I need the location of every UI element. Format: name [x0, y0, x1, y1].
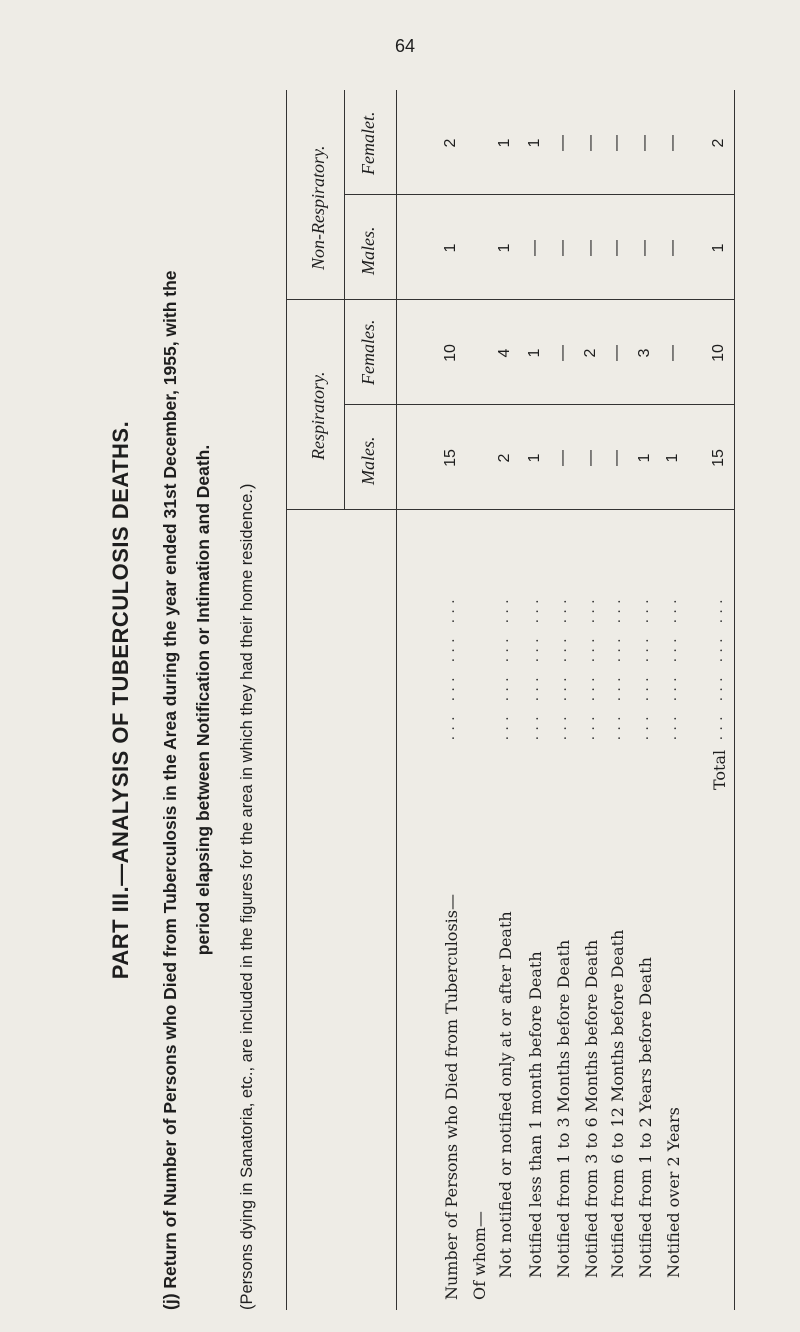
- cell-value: 2: [496, 453, 513, 463]
- cell-value: —: [608, 450, 625, 466]
- rule-label-sep: [286, 509, 734, 510]
- cell-value: 15: [442, 449, 459, 467]
- page-title: PART III.—ANALYSIS OF TUBERCULOSIS DEATHS.: [108, 420, 133, 980]
- cell-value: —: [636, 240, 653, 256]
- cell-value: —: [608, 345, 625, 361]
- cell-value: —: [554, 240, 571, 256]
- rule-group-sep: [286, 299, 734, 300]
- tuberculosis-deaths-table: [286, 90, 736, 1310]
- cell-value: —: [582, 240, 599, 256]
- col-resp-males: Males.: [358, 436, 378, 485]
- cell-value: 1: [664, 453, 681, 463]
- return-heading-line2: period elapsing between Notification or Intimation and Death.: [193, 444, 213, 956]
- cell-value: 15: [710, 449, 727, 467]
- row-leader-dots: ... ... ... ...: [554, 593, 570, 740]
- row-label: Notified less than 1 month before Death: [526, 951, 545, 1278]
- page-number: 64: [395, 36, 416, 56]
- row-label: Of whom—: [470, 1211, 489, 1300]
- col-nonresp-females: Femalet.: [358, 111, 378, 175]
- rule-nonresp-mid: [344, 194, 734, 195]
- cell-value: —: [526, 240, 543, 256]
- cell-value: 2: [710, 138, 727, 148]
- row-label: Not notified or notified only at or after Death: [496, 911, 515, 1278]
- cell-value: 10: [442, 344, 459, 362]
- row-leader-dots: ... ... ... ...: [526, 593, 542, 740]
- rule-resp-mid: [344, 404, 734, 405]
- cell-value: 3: [636, 348, 653, 358]
- cell-value: 1: [636, 453, 653, 463]
- cell-value: —: [664, 240, 681, 256]
- cell-value: 1: [496, 138, 513, 148]
- rule-bottom: [734, 90, 735, 1310]
- return-heading-line1: (j) Return of Number of Persons who Died from Tuberculosis in the Area during the year ended 31st December, 1955, with the: [160, 270, 180, 1310]
- cell-value: 1: [496, 243, 513, 253]
- col-resp-females: Females.: [358, 319, 378, 385]
- cell-value: —: [554, 345, 571, 361]
- cell-value: —: [608, 240, 625, 256]
- row-label: Number of Persons who Died from Tuberculosis—: [442, 894, 461, 1300]
- cell-value: 1: [710, 243, 727, 253]
- col-nonresp-males: Males.: [358, 226, 378, 275]
- cell-value: 2: [582, 348, 599, 358]
- row-leader-dots: ... ... ... ...: [636, 593, 652, 740]
- cell-value: —: [554, 135, 571, 151]
- rule-col-head: [396, 90, 397, 1310]
- row-label: Notified from 3 to 6 Months before Death: [582, 939, 601, 1278]
- rule-top: [286, 90, 287, 1310]
- row-leader-dots: ... ... ... ...: [496, 593, 512, 740]
- cell-value: 1: [442, 243, 459, 253]
- rotated-page-content: [60, 90, 760, 1310]
- cell-value: —: [636, 135, 653, 151]
- cell-value: 4: [496, 348, 513, 358]
- row-label: Total: [710, 749, 729, 790]
- cell-value: —: [664, 135, 681, 151]
- group-non-respiratory: Non-Respiratory.: [308, 145, 328, 270]
- row-label: Notified over 2 Years: [664, 1107, 683, 1278]
- cell-value: —: [582, 135, 599, 151]
- cell-value: 2: [442, 138, 459, 148]
- cell-value: —: [608, 135, 625, 151]
- row-leader-dots: ... ... ... ...: [664, 593, 680, 740]
- cell-value: —: [582, 450, 599, 466]
- row-label: Notified from 1 to 3 Months before Death: [554, 939, 573, 1278]
- cell-value: 1: [526, 138, 543, 148]
- row-leader-dots: ... ... ... ...: [442, 593, 458, 740]
- cell-value: 1: [526, 453, 543, 463]
- row-leader-dots: ... ... ... ...: [582, 593, 598, 740]
- group-respiratory: Respiratory.: [308, 371, 328, 460]
- row-label: Notified from 6 to 12 Months before Death: [608, 929, 627, 1278]
- sanatoria-note: (Persons dying in Sanatoria, etc., are included in the figures for the area in which they had their home residence.): [238, 483, 256, 1310]
- row-leader-dots: ... ... ... ...: [608, 593, 624, 740]
- cell-value: 10: [710, 344, 727, 362]
- row-label: Notified from 1 to 2 Years before Death: [636, 957, 655, 1278]
- cell-value: —: [664, 345, 681, 361]
- cell-value: —: [554, 450, 571, 466]
- cell-value: 1: [526, 348, 543, 358]
- rule-subhead: [344, 90, 345, 510]
- row-leader-dots: ... ... ... ...: [710, 593, 726, 740]
